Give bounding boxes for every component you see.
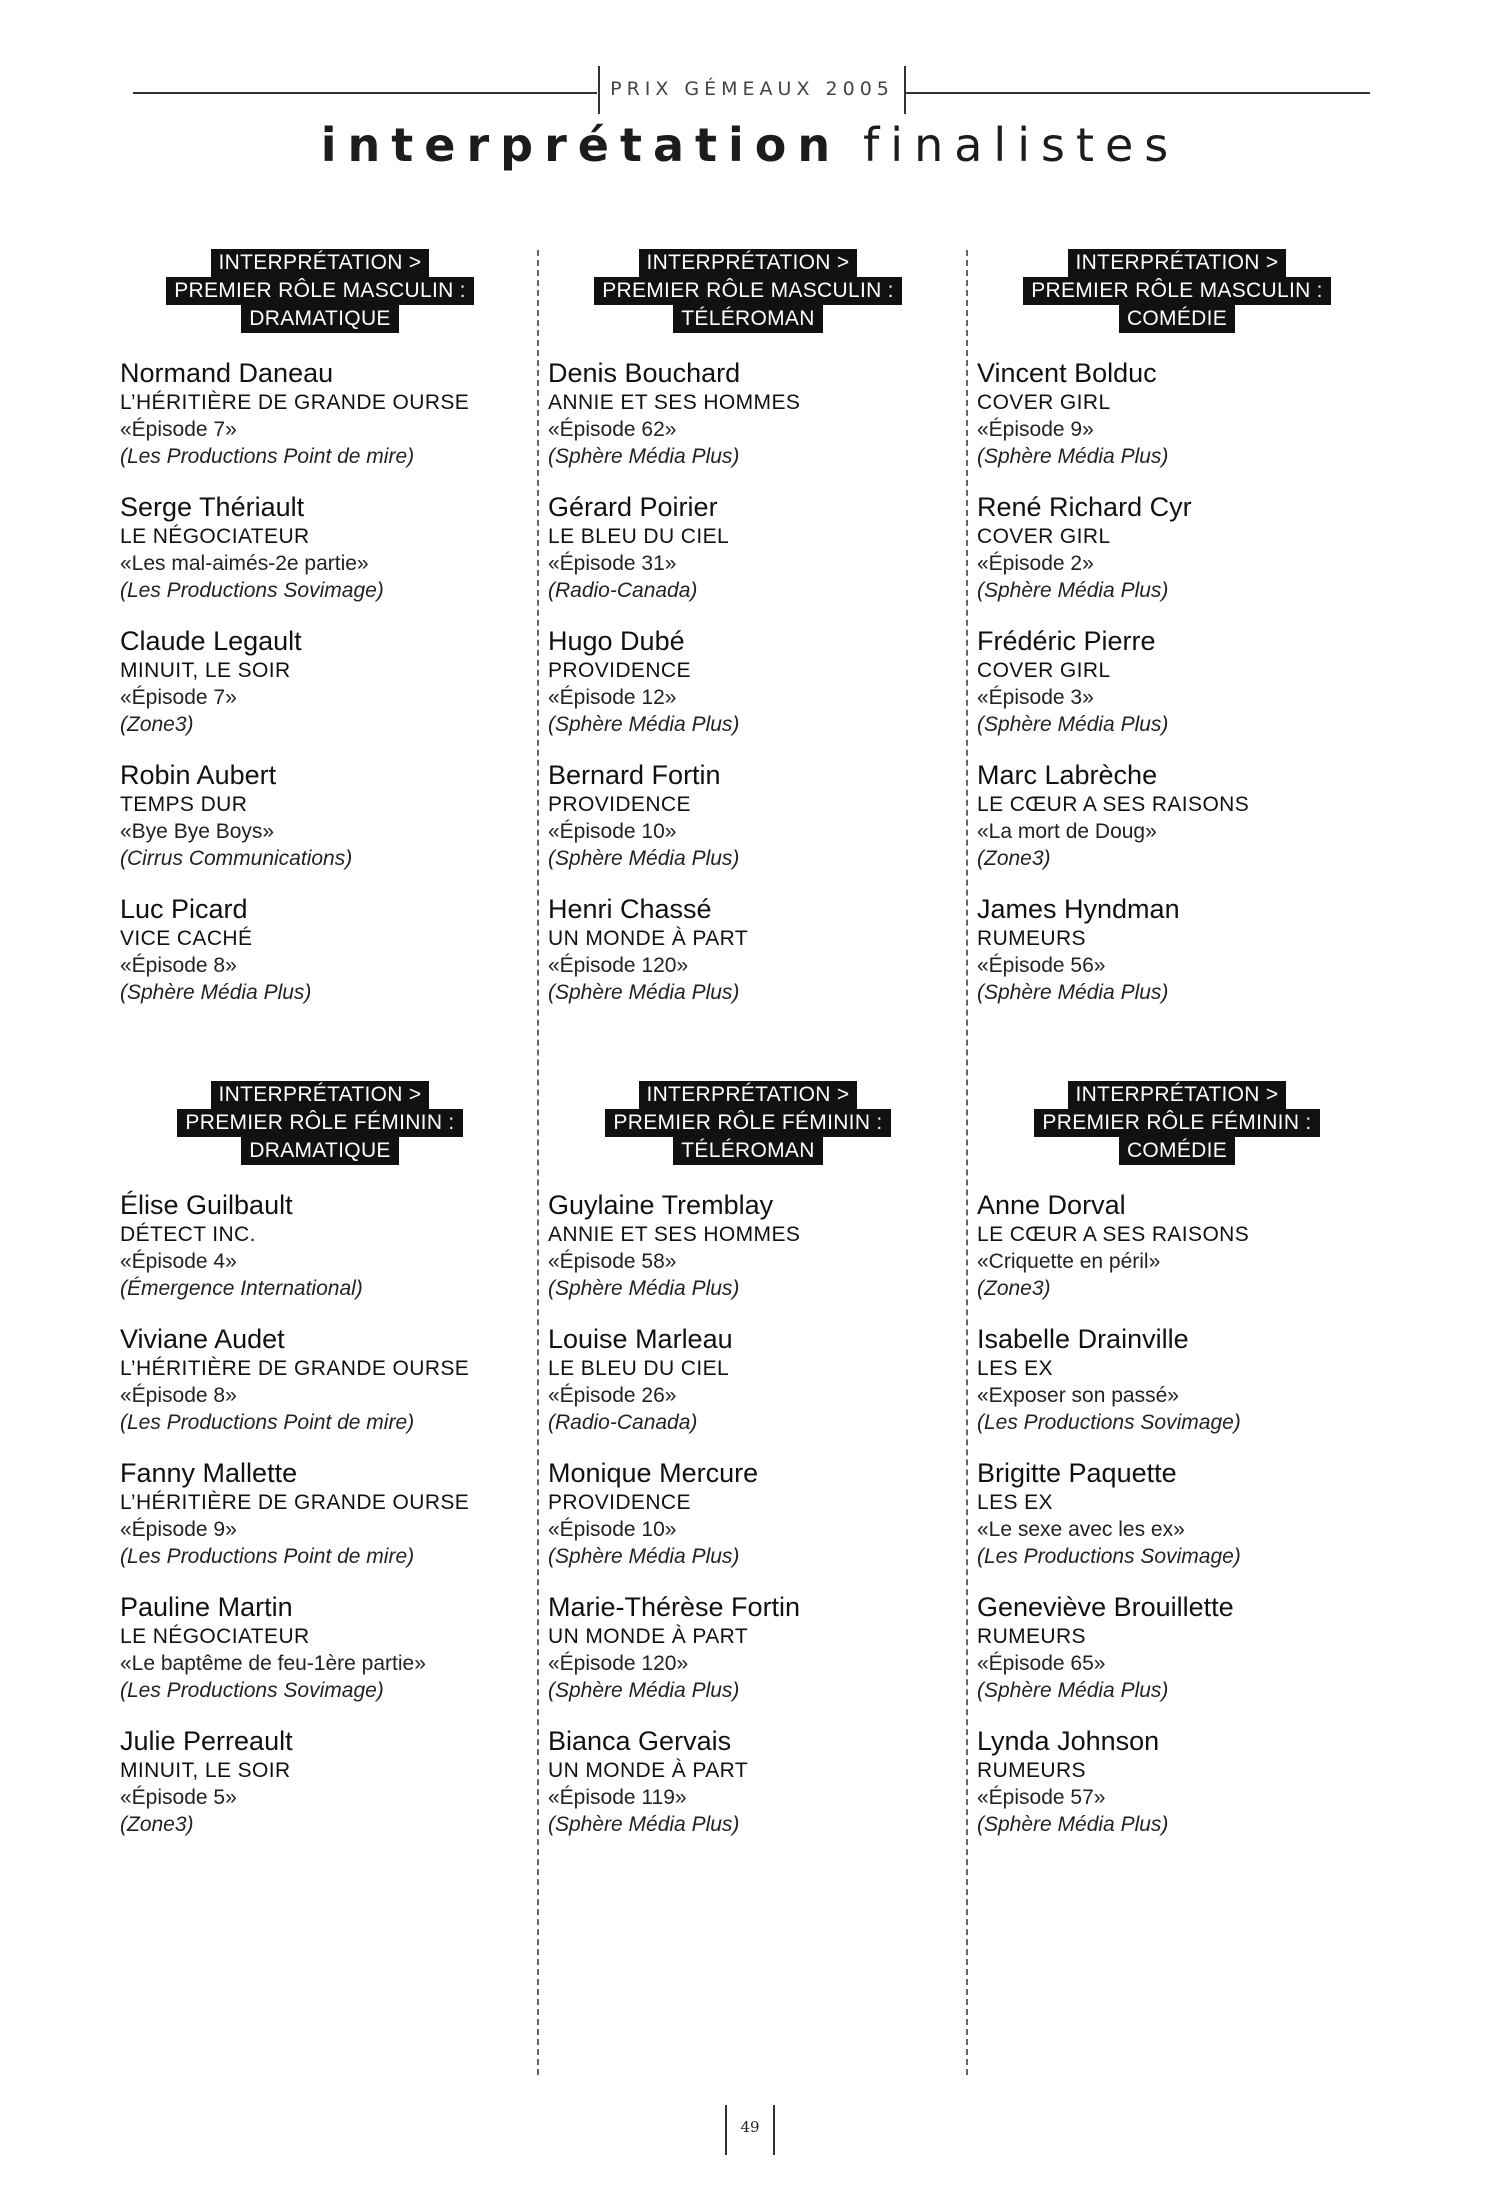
show-title: LE CŒUR A SES RAISONS <box>977 1223 1250 1246</box>
nominee-name: Claude Legault <box>120 626 302 656</box>
category-label-line: PREMIER RÔLE FÉMININ : <box>177 1109 462 1137</box>
nominee-name: Anne Dorval <box>977 1190 1126 1220</box>
producer-name: (Sphère Média Plus) <box>548 713 740 736</box>
nominee-entry <box>977 492 1377 604</box>
producer-name: (Radio-Canada) <box>548 1411 698 1434</box>
show-title: PROVIDENCE <box>548 659 691 682</box>
category-label <box>548 1080 948 1164</box>
show-title: LE NÉGOCIATEUR <box>120 525 310 548</box>
episode-title: «Bye Bye Boys» <box>120 820 275 843</box>
nominee-name: Guylaine Tremblay <box>548 1190 774 1220</box>
episode-title: «Épisode 7» <box>120 418 237 441</box>
header-rule-right <box>906 92 1370 94</box>
producer-name: (Sphère Média Plus) <box>548 1277 740 1300</box>
episode-title: «Épisode 10» <box>548 820 677 843</box>
page-title-light: finalistes <box>863 118 1180 172</box>
episode-title: «Épisode 7» <box>120 686 237 709</box>
category-female-teleroman <box>548 1080 948 1860</box>
nominee-entry <box>548 1458 948 1570</box>
category-label-line: TÉLÉROMAN <box>673 305 822 333</box>
producer-name: (Sphère Média Plus) <box>977 1679 1169 1702</box>
nominee-entry <box>120 760 520 872</box>
nominee-entry <box>977 760 1377 872</box>
category-female-comedy <box>977 1080 1377 1860</box>
category-label <box>120 1080 520 1164</box>
show-title: UN MONDE À PART <box>548 1759 749 1782</box>
nominee-name: Marie-Thérèse Fortin <box>548 1592 801 1622</box>
nominee-name: Geneviève Brouillette <box>977 1592 1234 1622</box>
column-divider <box>537 250 539 2075</box>
nominee-entry <box>977 1458 1377 1570</box>
episode-title: «Épisode 12» <box>548 686 677 709</box>
show-title: PROVIDENCE <box>548 1491 691 1514</box>
producer-name: (Les Productions Sovimage) <box>977 1411 1241 1434</box>
page-title <box>0 118 1500 172</box>
nominee-name: Louise Marleau <box>548 1324 733 1354</box>
category-male-teleroman <box>548 248 948 1028</box>
category-label-line: TÉLÉROMAN <box>673 1137 822 1165</box>
producer-name: (Les Productions Sovimage) <box>120 1679 384 1702</box>
nominee-name: Serge Thériault <box>120 492 305 522</box>
nominee-entry <box>548 1726 948 1838</box>
producer-name: (Émergence International) <box>120 1277 363 1300</box>
nominee-name: Julie Perreault <box>120 1726 293 1756</box>
show-title: LE NÉGOCIATEUR <box>120 1625 310 1648</box>
category-label-line: INTERPRÉTATION > <box>1068 249 1287 277</box>
episode-title: «Épisode 2» <box>977 552 1094 575</box>
category-label-line: DRAMATIQUE <box>241 1137 398 1165</box>
show-title: L’HÉRITIÈRE DE GRANDE OURSE <box>120 1491 470 1514</box>
nominee-entry <box>120 492 520 604</box>
nominee-entry <box>977 358 1377 470</box>
producer-name: (Les Productions Point de mire) <box>120 1411 415 1434</box>
episode-title: «Épisode 62» <box>548 418 677 441</box>
category-label-line: PREMIER RÔLE MASCULIN : <box>166 277 474 305</box>
show-title: RUMEURS <box>977 927 1086 950</box>
nominee-name: René Richard Cyr <box>977 492 1192 522</box>
producer-name: (Radio-Canada) <box>548 579 698 602</box>
nominee-entry <box>977 1726 1377 1838</box>
show-title: L’HÉRITIÈRE DE GRANDE OURSE <box>120 1357 470 1380</box>
nominee-entry <box>120 1726 520 1838</box>
nominee-entry <box>548 1592 948 1704</box>
nominee-name: Fanny Mallette <box>120 1458 298 1488</box>
category-label <box>977 248 1377 332</box>
category-label-line: PREMIER RÔLE MASCULIN : <box>1023 277 1331 305</box>
show-title: PROVIDENCE <box>548 793 691 816</box>
nominee-name: Brigitte Paquette <box>977 1458 1177 1488</box>
category-label-line: PREMIER RÔLE FÉMININ : <box>605 1109 890 1137</box>
category-label <box>120 248 520 332</box>
category-male-comedy <box>977 248 1377 1028</box>
nominee-name: Bernard Fortin <box>548 760 721 790</box>
episode-title: «Criquette en péril» <box>977 1250 1161 1273</box>
producer-name: (Sphère Média Plus) <box>120 981 312 1004</box>
category-male-dramatic <box>120 248 520 1028</box>
episode-title: «Épisode 120» <box>548 1652 689 1675</box>
nominee-name: Bianca Gervais <box>548 1726 732 1756</box>
nominee-entry <box>977 1190 1377 1302</box>
episode-title: «Épisode 119» <box>548 1786 687 1809</box>
episode-title: «Épisode 65» <box>977 1652 1106 1675</box>
producer-name: (Les Productions Sovimage) <box>977 1545 1241 1568</box>
nominee-entry <box>977 1324 1377 1436</box>
episode-title: «Les mal-aimés-2e partie» <box>120 552 369 575</box>
category-label-line: INTERPRÉTATION > <box>639 1081 858 1109</box>
category-label-line: INTERPRÉTATION > <box>211 1081 430 1109</box>
nominee-entry <box>120 1458 520 1570</box>
show-title: ANNIE ET SES HOMMES <box>548 391 801 414</box>
producer-name: (Les Productions Sovimage) <box>120 579 384 602</box>
category-female-dramatic <box>120 1080 520 1860</box>
episode-title: «Épisode 58» <box>548 1250 677 1273</box>
show-title: UN MONDE À PART <box>548 1625 749 1648</box>
producer-name: (Sphère Média Plus) <box>548 1813 740 1836</box>
nominee-name: James Hyndman <box>977 894 1180 924</box>
nominee-entry <box>120 1324 520 1436</box>
producer-name: (Sphère Média Plus) <box>977 445 1169 468</box>
show-title: LE BLEU DU CIEL <box>548 1357 730 1380</box>
category-label <box>977 1080 1377 1164</box>
show-title: L’HÉRITIÈRE DE GRANDE OURSE <box>120 391 470 414</box>
category-label-line: INTERPRÉTATION > <box>1068 1081 1287 1109</box>
page-title-bold: interprétation <box>320 118 842 172</box>
nominee-entry <box>977 1592 1377 1704</box>
episode-title: «Épisode 8» <box>120 954 237 977</box>
nominee-entry <box>977 626 1377 738</box>
nominee-name: Gérard Poirier <box>548 492 718 522</box>
nominee-entry <box>548 760 948 872</box>
episode-title: «Épisode 3» <box>977 686 1094 709</box>
show-title: LE BLEU DU CIEL <box>548 525 730 548</box>
producer-name: (Sphère Média Plus) <box>548 1545 740 1568</box>
episode-title: «Épisode 57» <box>977 1786 1106 1809</box>
nominee-entry <box>120 1190 520 1302</box>
nominee-name: Lynda Johnson <box>977 1726 1160 1756</box>
show-title: UN MONDE À PART <box>548 927 749 950</box>
nominee-name: Marc Labrèche <box>977 760 1158 790</box>
show-title: RUMEURS <box>977 1625 1086 1648</box>
category-label-line: COMÉDIE <box>1119 305 1235 333</box>
nominee-name: Normand Daneau <box>120 358 334 388</box>
nominee-name: Élise Guilbault <box>120 1190 293 1220</box>
producer-name: (Sphère Média Plus) <box>977 981 1169 1004</box>
nominee-name: Hugo Dubé <box>548 626 685 656</box>
nominee-entry <box>977 894 1377 1006</box>
nominee-entry <box>120 358 520 470</box>
category-label <box>548 248 948 332</box>
producer-name: (Les Productions Point de mire) <box>120 1545 415 1568</box>
nominee-name: Isabelle Drainville <box>977 1324 1189 1354</box>
producer-name: (Sphère Média Plus) <box>548 1679 740 1702</box>
show-title: LE CŒUR A SES RAISONS <box>977 793 1250 816</box>
episode-title: «Épisode 5» <box>120 1786 237 1809</box>
episode-title: «Épisode 120» <box>548 954 689 977</box>
producer-name: (Sphère Média Plus) <box>977 579 1169 602</box>
category-label-line: DRAMATIQUE <box>241 305 398 333</box>
episode-title: «Épisode 8» <box>120 1384 237 1407</box>
producer-name: (Zone3) <box>977 847 1051 870</box>
nominee-entry <box>548 1190 948 1302</box>
category-label-line: INTERPRÉTATION > <box>211 249 430 277</box>
episode-title: «Épisode 31» <box>548 552 677 575</box>
producer-name: (Zone3) <box>977 1277 1051 1300</box>
episode-title: «Épisode 9» <box>977 418 1094 441</box>
nominee-name: Henri Chassé <box>548 894 712 924</box>
episode-title: «Le sexe avec les ex» <box>977 1518 1185 1541</box>
producer-name: (Zone3) <box>120 1813 194 1836</box>
nominee-entry <box>548 358 948 470</box>
producer-name: (Sphère Média Plus) <box>977 1813 1169 1836</box>
nominee-name: Luc Picard <box>120 894 248 924</box>
show-title: LES EX <box>977 1357 1053 1380</box>
episode-title: «La mort de Doug» <box>977 820 1157 843</box>
show-title: MINUIT, LE SOIR <box>120 1759 291 1782</box>
category-label-line: PREMIER RÔLE MASCULIN : <box>594 277 902 305</box>
category-label-line: INTERPRÉTATION > <box>639 249 858 277</box>
show-title: LES EX <box>977 1491 1053 1514</box>
nominee-entry <box>548 894 948 1006</box>
category-label-line: COMÉDIE <box>1119 1137 1235 1165</box>
show-title: MINUIT, LE SOIR <box>120 659 291 682</box>
show-title: DÉTECT INC. <box>120 1223 256 1246</box>
nominee-entry <box>548 1324 948 1436</box>
show-title: VICE CACHÉ <box>120 927 253 950</box>
nominee-entry <box>548 626 948 738</box>
nominee-name: Robin Aubert <box>120 760 277 790</box>
show-title: RUMEURS <box>977 1759 1086 1782</box>
producer-name: (Sphère Média Plus) <box>548 981 740 1004</box>
nominee-name: Denis Bouchard <box>548 358 741 388</box>
show-title: COVER GIRL <box>977 391 1111 414</box>
producer-name: (Sphère Média Plus) <box>977 713 1169 736</box>
nominee-entry <box>548 492 948 604</box>
header-kicker: PRIX GÉMEAUX 2005 <box>610 78 894 100</box>
producer-name: (Zone3) <box>120 713 194 736</box>
show-title: ANNIE ET SES HOMMES <box>548 1223 801 1246</box>
nominee-entry <box>120 626 520 738</box>
producer-name: (Sphère Média Plus) <box>548 847 740 870</box>
nominee-name: Monique Mercure <box>548 1458 759 1488</box>
episode-title: «Épisode 56» <box>977 954 1106 977</box>
page-number: 49 <box>740 2118 760 2136</box>
episode-title: «Épisode 4» <box>120 1250 237 1273</box>
episode-title: «Le baptême de feu-1ère partie» <box>120 1652 426 1675</box>
category-label-line: PREMIER RÔLE FÉMININ : <box>1034 1109 1319 1137</box>
nominee-entry <box>120 894 520 1006</box>
nominee-name: Vincent Bolduc <box>977 358 1157 388</box>
column-divider <box>966 250 968 2075</box>
show-title: COVER GIRL <box>977 659 1111 682</box>
nominee-name: Pauline Martin <box>120 1592 293 1622</box>
nominee-name: Frédéric Pierre <box>977 626 1156 656</box>
nominee-name: Viviane Audet <box>120 1324 285 1354</box>
nominee-entry <box>120 1592 520 1704</box>
page-number-tick-right <box>773 2105 775 2155</box>
producer-name: (Sphère Média Plus) <box>548 445 740 468</box>
producer-name: (Les Productions Point de mire) <box>120 445 415 468</box>
show-title: TEMPS DUR <box>120 793 248 816</box>
episode-title: «Épisode 10» <box>548 1518 677 1541</box>
episode-title: «Exposer son passé» <box>977 1384 1179 1407</box>
header-rule-left <box>133 92 597 94</box>
episode-title: «Épisode 9» <box>120 1518 237 1541</box>
episode-title: «Épisode 26» <box>548 1384 677 1407</box>
show-title: COVER GIRL <box>977 525 1111 548</box>
producer-name: (Cirrus Communications) <box>120 847 353 870</box>
header-tick-right <box>904 66 906 114</box>
